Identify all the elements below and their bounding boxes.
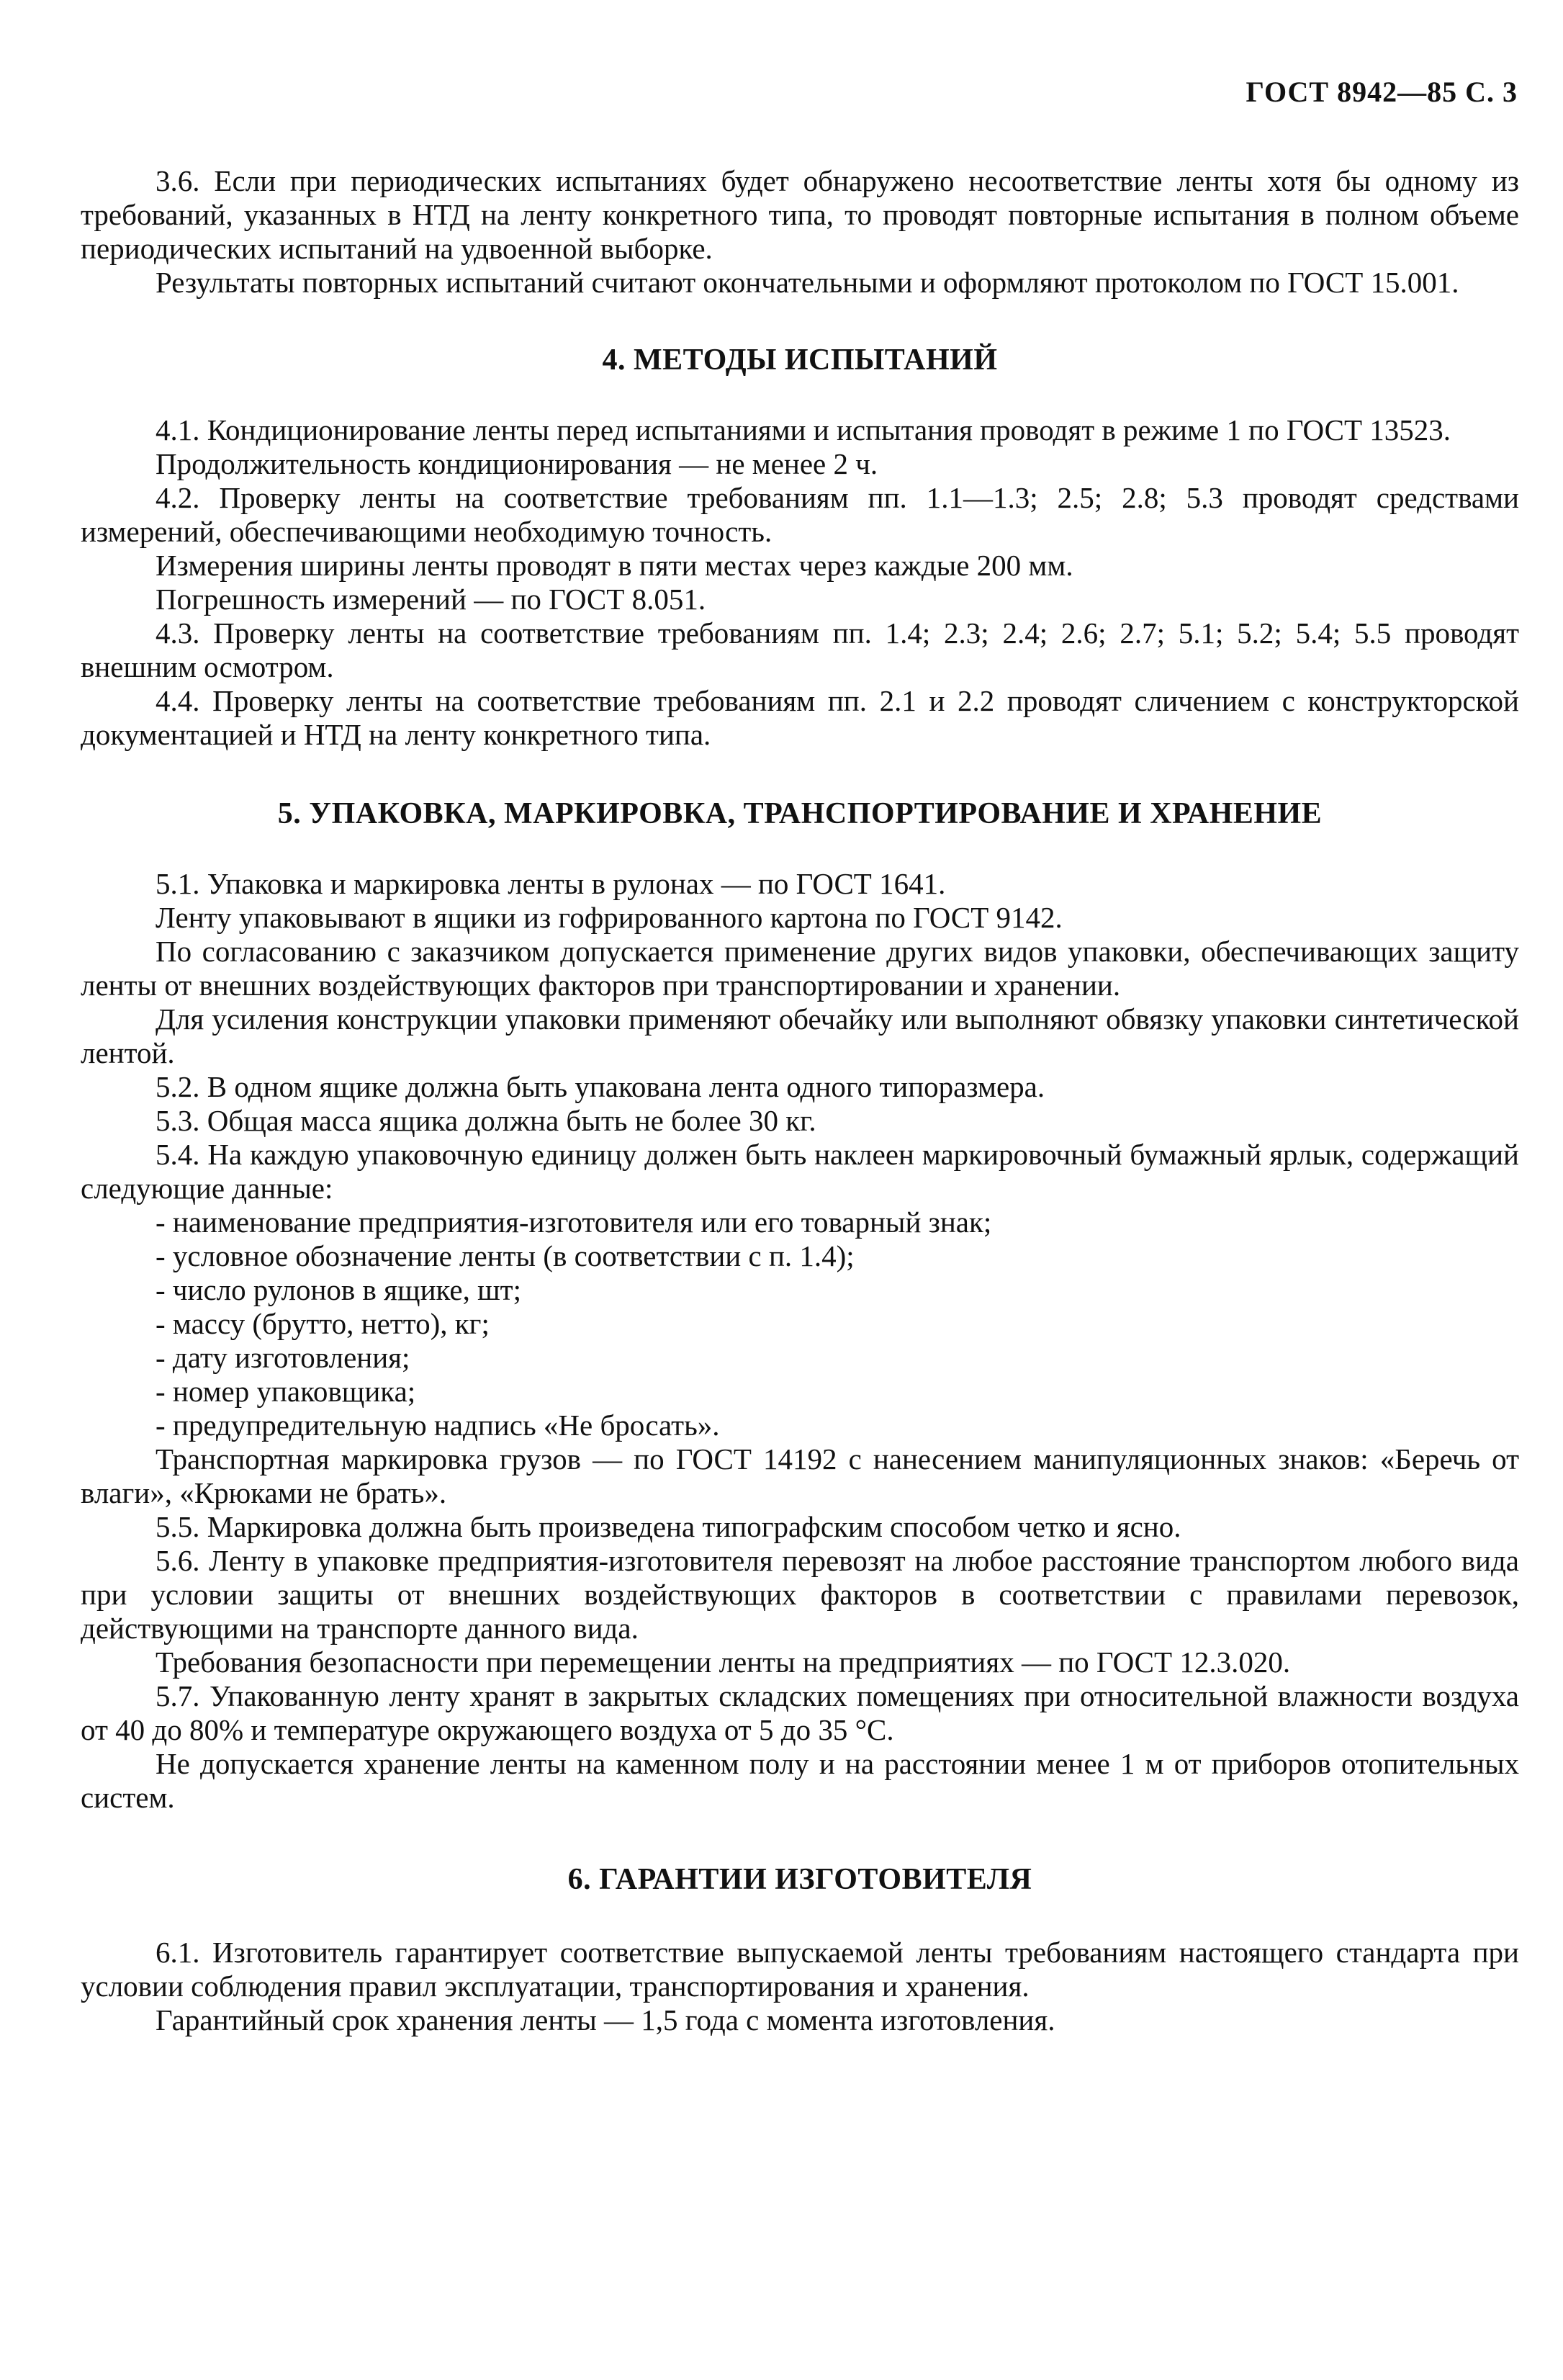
list-item: - число рулонов в ящике, шт; [156, 1273, 521, 1306]
paragraph-4-4: 4.4. Проверку ленты на соответствие требованиям пп. 2.1 и 2.2 проводят сличением с конструкторской документацией и НТД на ленту конкретного типа. [81, 684, 1519, 751]
list-item: - предупредительную надпись «Не бросать». [156, 1409, 720, 1442]
section-4-title: 4. МЕТОДЫ ИСПЫТАНИЙ [602, 343, 998, 377]
section-6-body [81, 1936, 1519, 2037]
label-data-list [81, 1205, 1519, 1442]
paragraph-4-2-error: Погрешность измерений — по ГОСТ 8.051. [156, 583, 706, 616]
paragraph-6-1: 6.1. Изготовитель гарантирует соответствие выпускаемой ленты требованиям настоящего стандарта при условии соблюдения правил эксплуатации, транспортирования и хранения. [81, 1936, 1519, 2003]
paragraph-5-5: 5.5. Маркировка должна быть произведена типографским способом четко и ясно. [156, 1510, 1181, 1543]
paragraph-4-2-width: Измерения ширины ленты проводят в пяти местах через каждые 200 мм. [156, 549, 1073, 582]
document-page [81, 72, 1519, 2037]
paragraph-5-2: 5.2. В одном ящике должна быть упакована лента одного типоразмера. [156, 1070, 1045, 1103]
paragraph-5-4: 5.4. На каждую упаковочную единицу должен быть наклеен маркировочный бумажный ярлык, содержащий следующие данные: [81, 1138, 1519, 1205]
paragraph-5-6: 5.6. Ленту в упаковке предприятия-изготовителя перевозят на любое расстояние транспортом любого вида при условии защиты от внешних воздействующих факторов в соответствии с правилами перевозок, действующими на транспорте данного вида. [81, 1544, 1519, 1645]
running-header: ГОСТ 8942—85 С. 3 [1246, 76, 1518, 108]
paragraph-4-1: 4.1. Кондиционирование ленты перед испытаниями и испытания проводят в режиме 1 по ГОСТ 13523. [156, 413, 1451, 446]
paragraph-5-7: 5.7. Упакованную ленту хранят в закрытых складских помещениях при относительной влажности воздуха от 40 до 80% и температуре окружающего воздуха от 5 до 35 °С. [81, 1679, 1519, 1746]
paragraph-5-1-agreement: По согласованию с заказчиком допускается применение других видов упаковки, обеспечивающих защиту ленты от внешних воздействующих факторов при транспортировании и хранении. [81, 935, 1519, 1002]
paragraph-5-7-floor: Не допускается хранение ленты на каменном полу и на расстоянии менее 1 м от приборов отопительных систем. [81, 1747, 1519, 1814]
list-item: - дату изготовления; [156, 1341, 410, 1374]
paragraph-5-3: 5.3. Общая масса ящика должна быть не более 30 кг. [156, 1104, 816, 1137]
list-item: - массу (брутто, нетто), кг; [156, 1307, 490, 1340]
paragraph-5-1-boxes: Ленту упаковывают в ящики из гофрированного картона по ГОСТ 9142. [156, 901, 1063, 934]
paragraph-results: Результаты повторных испытаний считают окончательными и оформляют протоколом по ГОСТ 15.001. [156, 266, 1459, 299]
section-5-title: 5. УПАКОВКА, МАРКИРОВКА, ТРАНСПОРТИРОВАНИЕ И ХРАНЕНИЕ [277, 797, 1323, 830]
section-4-body [81, 413, 1519, 752]
paragraph-5-1: 5.1. Упаковка и маркировка ленты в рулонах — по ГОСТ 1641. [156, 867, 946, 900]
paragraph-4-1-duration: Продолжительность кондиционирования — не менее 2 ч. [156, 447, 878, 480]
paragraph-6-1-warranty: Гарантийный срок хранения ленты — 1,5 года с момента изготовления. [156, 2003, 1055, 2037]
paragraph-5-1-reinforcement: Для усиления конструкции упаковки применяют обечайку или выполняют обвязку упаковки синтетической лентой. [81, 1002, 1519, 1069]
list-item: - наименование предприятия-изготовителя или его товарный знак; [156, 1205, 992, 1239]
paragraph-5-6-safety: Требования безопасности при перемещении ленты на предприятиях — по ГОСТ 12.3.020. [156, 1645, 1291, 1679]
section-5-body [81, 867, 1519, 1815]
list-item: - номер упаковщика; [156, 1375, 416, 1408]
paragraph-3-6: 3.6. Если при периодических испытаниях будет обнаружено несоответствие ленты хотя бы одному из требований, указанных в НТД на ленту конкретного типа, то проводят повторные испытания в полном объеме периодических испытаний на удвоенной выборке. [81, 164, 1519, 265]
section-6-title: 6. ГАРАНТИИ ИЗГОТОВИТЕЛЯ [567, 1863, 1032, 1896]
paragraph-4-2: 4.2. Проверку ленты на соответствие требованиям пп. 1.1—1.3; 2.5; 2.8; 5.3 проводят средствами измерений, обеспечивающими необходимую точность. [81, 481, 1519, 548]
paragraph-4-3: 4.3. Проверку ленты на соответствие требованиям пп. 1.4; 2.3; 2.4; 2.6; 2.7; 5.1; 5.2; 5.4; 5.5 проводят внешним осмотром. [81, 616, 1519, 683]
list-item: - условное обозначение ленты (в соответствии с п. 1.4); [156, 1239, 855, 1272]
paragraph-5-4-transport-marking: Транспортная маркировка грузов — по ГОСТ 14192 с нанесением манипуляционных знаков: «Беречь от влаги», «Крюками не брать». [81, 1442, 1519, 1509]
